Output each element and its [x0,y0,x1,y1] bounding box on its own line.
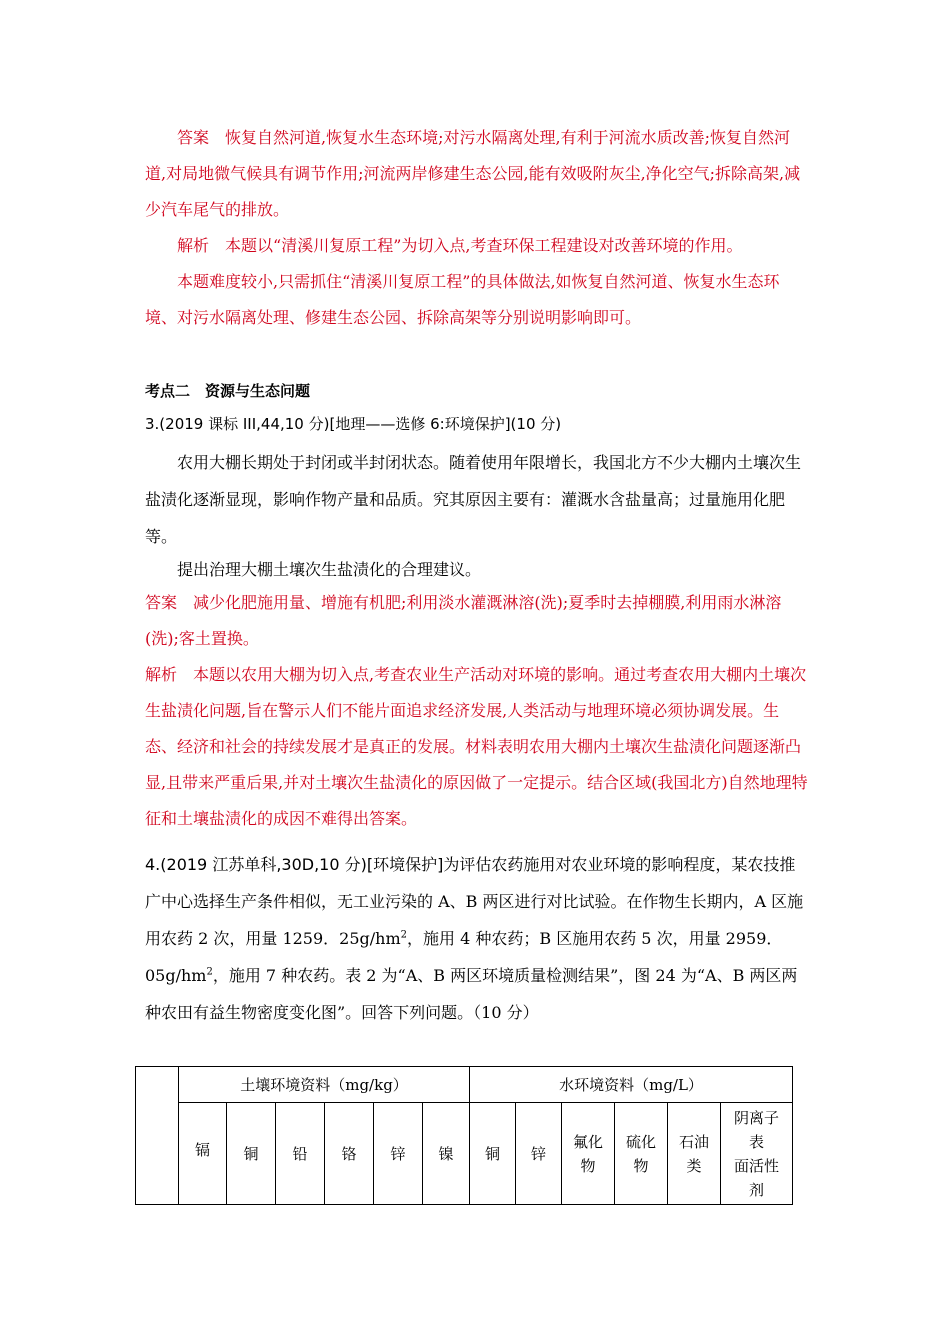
soil-col-zinc: 锌 [374,1103,423,1205]
water-col-copper: 铜 [470,1103,516,1205]
soil-col-cadmium: 镉 [179,1103,227,1205]
water-header: 水环境资料（mg/L） [470,1067,793,1103]
water-col-surfactant: 阴离子 表 面活性 剂 [721,1103,793,1205]
soil-col-chromium: 铬 [325,1103,374,1205]
q3-analysis-label: 解析 [145,665,178,684]
q2-analysis-2: 本题难度较小,只需抓住“清溪川复原工程”的具体做法,如恢复自然河道、恢复水生态环境、对污水隔离处理、修建生态公园、拆除高架等分别说明影响即可。 [145,272,780,327]
water-col-sulfide: 硫化 物 [615,1103,668,1205]
q3-answer-label: 答案 [145,593,178,612]
q4-header: 4.(2019 江苏单科,30D,10 分)[环境保护] [145,855,444,874]
q4-stem [145,846,810,1031]
q4-stem-a: 为评估农药施用对农业环境的影响程度，某农技推广中心选择生产条件相似，无工业污染的 A、B 两区进行对比试验。在作物生长期内，A 区施用农药 2 次，用量 1259．25g/hm [145,855,804,948]
q2-answer-text: 恢复自然河道,恢复水生态环境;对污水隔离处理,有利于河流水质改善;恢复自然河道,对局地微气候具有调节作用;河流两岸修建生态公园,能有效吸附灰尘,净化空气;拆除高架,减少汽车尾气的排放。 [145,128,801,219]
water-col-petroleum: 石油 类 [668,1103,721,1205]
table-header-row [136,1067,793,1103]
q4-stem-b: ，施用 4 种农药；B 区施用农药 5 次，用量 2959．05g/hm [145,929,783,985]
q3-analysis-text: 本题以农用大棚为切入点,考查农业生产活动对环境的影响。通过考查农用大棚内土壤次生盐渍化问题,旨在警示人们不能片面追求经济发展,人类活动与地理环境必须协调发展。生态、经济和社会的持续发展才是真正的发展。材料表明农用大棚内土壤次生盐渍化问题逐渐凸显,且带来严重后果,并对土壤次生盐渍化的原因做了一定提示。结合区域(我国北方)自然地理特征和土壤盐渍化的成因不难得出答案。 [145,665,808,828]
section-title: 考点二 资源与生态问题 [145,382,311,400]
q2-analysis-text: 本题以“清溪川复原工程”为切入点,考查环保工程建设对改善环境的作用。 [225,236,743,255]
q2-analysis-label: 解析 [177,236,210,255]
q2-answer-label: 答案 [177,128,210,147]
water-col-fluoride: 氟化 物 [562,1103,615,1205]
soil-header: 土壤环境资料（mg/kg） [179,1067,470,1103]
q4-unit-sup-2: 2 [206,966,213,978]
soil-col-nickel: 镍 [423,1103,470,1205]
q3-header: 3.(2019 课标 III,44,10 分)[地理——选修 6:环境保护](10 分) [145,415,562,433]
q3-answer-text: 减少化肥施用量、增施有机肥;利用淡水灌溉淋溶(洗);夏季时去掉棚膜,利用雨水淋溶(洗);客土置换。 [145,593,782,648]
q2-answer [145,120,810,228]
q2-analysis [145,228,810,264]
q3-stem: 农用大棚长期处于封闭或半封闭状态。随着使用年限增长，我国北方不少大棚内土壤次生盐渍化逐渐显现，影响作物产量和品质。究其原因主要有：灌溉水含盐量高；过量施用化肥等。 [145,453,802,546]
q3-question: 提出治理大棚土壤次生盐渍化的合理建议。 [177,560,482,579]
water-col-zinc: 锌 [516,1103,562,1205]
q4-stem-c: ，施用 7 种农药。表 2 为“A、B 两区环境质量检测结果”，图 24 为“A、B 两区两种农田有益生物密度变化图”。回答下列问题。（10 分） [145,966,798,1022]
table-corner-cell [136,1067,179,1205]
soil-col-copper: 铜 [227,1103,276,1205]
q3-analysis [145,657,810,837]
q3-answer [145,585,810,657]
soil-col-lead: 铅 [276,1103,325,1205]
table-subheader-row [136,1103,793,1205]
environment-table [135,1066,793,1205]
q4-unit-sup-1: 2 [400,929,408,941]
